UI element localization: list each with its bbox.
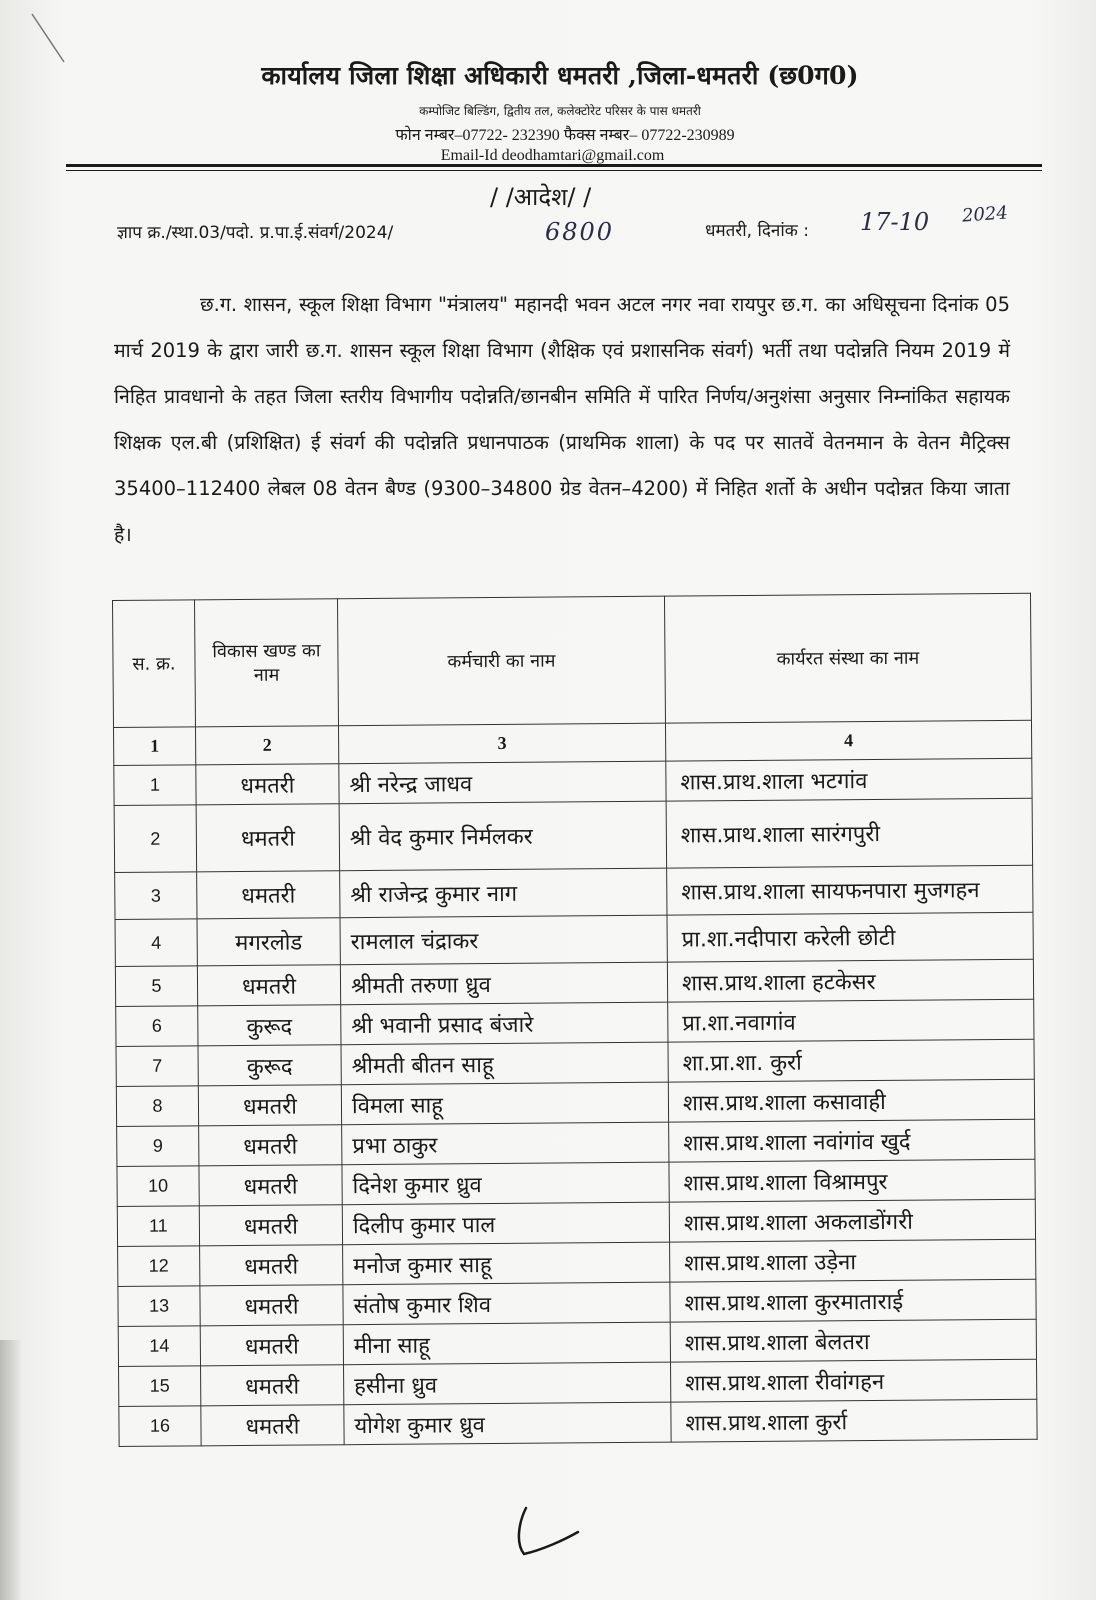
promotion-table: [112, 593, 1038, 1447]
header-block: विकास खण्ड का नाम: [195, 599, 339, 727]
employee-name-cell: मनोज कुमार साहू: [343, 1242, 670, 1285]
date-handwritten: 17-10: [860, 208, 930, 236]
employee-name-cell: योगेश कुमार ध्रुव: [344, 1402, 671, 1445]
serial-cell: 3: [115, 872, 197, 920]
office-title: कार्यालय जिला शिक्षा अधिकारी धमतरी ,जिला-धमतरी (छ0ग0): [261, 61, 859, 90]
school-cell: शास.प्राथ.शाला कुरमाताराई: [670, 1279, 1036, 1322]
serial-cell: 5: [115, 966, 197, 1007]
school-cell: शास.प्राथ.शाला विश्रामपुर: [669, 1159, 1035, 1202]
school-cell: शास.प्राथ.शाला अकलाडोंगरी: [669, 1199, 1035, 1242]
serial-cell: 1: [114, 765, 196, 806]
employee-name-cell: श्री भवानी प्रसाद बंजारे: [341, 1002, 668, 1045]
block-cell: मगरलोड: [197, 918, 340, 966]
employee-name-cell: दिलीप कुमार पाल: [342, 1202, 669, 1245]
block-cell: धमतरी: [201, 1365, 344, 1406]
header-serial: स. क्र.: [113, 600, 196, 728]
header-school: कार्यरत संस्था का नाम: [664, 593, 1031, 723]
employee-name-cell: विमला साहू: [341, 1082, 668, 1125]
serial-cell: 12: [118, 1246, 200, 1287]
block-cell: धमतरी: [196, 804, 340, 872]
signature-mark: [512, 1500, 592, 1560]
memo-reference: ज्ञाप क्र./स्था.03/पदो. प्र.पा.ई.संवर्ग/2024/: [117, 223, 394, 243]
office-email: Email-Id deodhamtari@gmail.com: [440, 147, 665, 164]
employee-name-cell: हसीना ध्रुव: [344, 1362, 671, 1405]
school-cell: शास.प्राथ.शाला सारंगपुरी: [666, 798, 1033, 868]
column-number: 4: [665, 720, 1031, 761]
table-row: [115, 912, 1033, 966]
employee-name-cell: श्री नरेन्द्र जाधव: [339, 761, 666, 804]
year-handwritten: 2024: [961, 202, 1009, 227]
serial-cell: 9: [117, 1126, 199, 1167]
header-employee: कर्मचारी का नाम: [337, 596, 665, 726]
school-cell: प्रा.शा.नदीपारा करेली छोटी: [667, 912, 1033, 962]
employee-name-cell: दिनेश कुमार ध्रुव: [342, 1162, 669, 1205]
school-cell: शास.प्राथ.शाला बेलतरा: [670, 1319, 1036, 1362]
block-cell: कुरूद: [198, 1005, 341, 1046]
school-cell: शास.प्राथ.शाला कुर्रा: [671, 1399, 1037, 1442]
block-cell: धमतरी: [199, 1205, 342, 1246]
table-header-row: [113, 593, 1032, 727]
table-row: [119, 1399, 1037, 1446]
serial-cell: 16: [119, 1406, 201, 1447]
block-cell: धमतरी: [197, 871, 340, 919]
block-cell: धमतरी: [200, 1325, 343, 1366]
school-cell: शास.प्राथ.शाला सायफनपारा मुजगहन: [667, 865, 1033, 915]
block-cell: धमतरी: [200, 1285, 343, 1326]
employee-name-cell: श्रीमती तरुणा ध्रुव: [340, 962, 667, 1005]
memo-number-handwritten: 6800: [545, 218, 615, 246]
employee-name-cell: रामलाल चंद्राकर: [340, 915, 667, 965]
school-cell: शास.प्राथ.शाला भटगांव: [666, 758, 1032, 801]
school-cell: शास.प्राथ.शाला कसावाही: [668, 1079, 1034, 1122]
block-cell: धमतरी: [201, 1405, 344, 1446]
letterhead-rule-thick: [66, 164, 1042, 167]
school-cell: शा.प्रा.शा. कुर्रा: [668, 1039, 1034, 1082]
serial-cell: 4: [115, 919, 197, 967]
block-cell: धमतरी: [199, 1165, 342, 1206]
employee-name-cell: श्री राजेन्द्र कुमार नाग: [340, 868, 667, 918]
letterhead-rule-thin: [66, 170, 1042, 171]
order-body-paragraph: छ.ग. शासन, स्कूल शिक्षा विभाग "मंत्रालय" महानदी भवन अटल नगर नवा रायपुर छ.ग. का अधिसूचना दिनांक 05 मार्च 2019 के द्वारा जारी छ.ग. शासन स्कूल शिक्षा विभाग (शैक्षिक एवं प्रशासनिक संवर्ग) भर्ती तथा पदोन्नति नियम 2019 में निहित प्रावधानो के तहत जिला स्तरीय विभागीय पदोन्नति/छानबीन समिति में पारित निर्णय/अनुशंसा अनुसार निम्नांकित सहायक शिक्षक एल.बी (प्रशिक्षित) ई संवर्ग की पदोन्नति प्रधानपाठक (प्राथमिक शाला) के पद पर सातवें वेतनमान के वेतन मैट्रिक्स 35400–112400 लेबल 08 वेतन बैण्ड (9300–34800 ग्रेड वेतन–4200) में निहित शर्तो के अधीन पदोन्नत किया जाता है।: [114, 292, 1010, 546]
employee-name-cell: श्रीमती बीतन साहू: [341, 1042, 668, 1085]
school-cell: शास.प्राथ.शाला हटकेसर: [667, 959, 1033, 1002]
block-cell: धमतरी: [200, 1245, 343, 1286]
school-cell: शास.प्राथ.शाला रीवांगहन: [671, 1359, 1037, 1402]
serial-cell: 13: [118, 1286, 200, 1327]
school-cell: शास.प्राथ.शाला नवांगांव खुर्द: [669, 1119, 1035, 1162]
serial-cell: 2: [114, 805, 197, 873]
serial-cell: 7: [116, 1046, 198, 1087]
serial-cell: 8: [116, 1086, 198, 1127]
block-cell: धमतरी: [199, 1125, 342, 1166]
serial-cell: 14: [118, 1326, 200, 1367]
serial-cell: 11: [117, 1206, 199, 1247]
table-row: [115, 865, 1033, 919]
date-label: धमतरी, दिनांक :: [705, 221, 809, 241]
employee-name-cell: श्री वेद कुमार निर्मलकर: [339, 801, 667, 871]
column-number: 3: [338, 723, 665, 764]
page-edge-shadow: [0, 1340, 22, 1600]
table-row: [114, 798, 1032, 872]
office-address: कम्पोजिट बिल्डिंग, द्वितीय तल, कलेक्टोरेट परिसर के पास धमतरी: [419, 104, 701, 118]
column-number: 2: [195, 726, 338, 765]
letterhead: [60, 58, 1050, 165]
order-heading: / /आदेश/ /: [490, 183, 592, 211]
serial-cell: 15: [119, 1366, 201, 1407]
block-cell: धमतरी: [198, 1085, 341, 1126]
block-cell: धमतरी: [197, 965, 340, 1006]
school-cell: शास.प्राथ.शाला उड़ेना: [670, 1239, 1036, 1282]
block-cell: धमतरी: [196, 764, 339, 805]
serial-cell: 6: [116, 1006, 198, 1047]
employee-name-cell: प्रभा ठाकुर: [342, 1122, 669, 1165]
office-phone-fax: फोन नम्बर–07722- 232390 फैक्स नम्बर– 07722-230989: [395, 127, 735, 144]
column-number: 1: [114, 727, 196, 766]
block-cell: कुरूद: [198, 1045, 341, 1086]
employee-name-cell: मीना साहू: [343, 1322, 670, 1365]
school-cell: प्रा.शा.नवागांव: [668, 999, 1034, 1042]
employee-name-cell: संतोष कुमार शिव: [343, 1282, 670, 1325]
serial-cell: 10: [117, 1166, 199, 1207]
